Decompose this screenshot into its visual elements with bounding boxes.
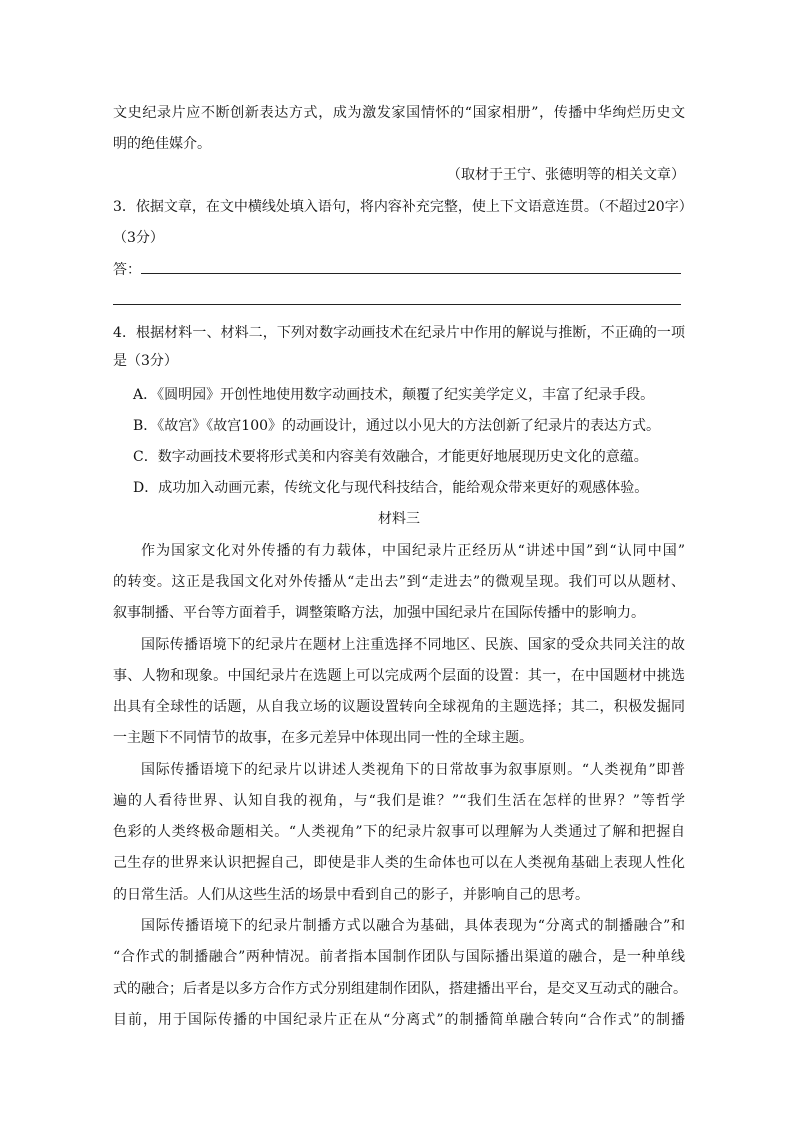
material-3-line: 目前，用于国际传播的中国纪录片正在从“分离式”的制播简单融合转向“合作式”的制播 [113, 1012, 685, 1028]
material-3-line: 国际传播语境下的纪录片制播方式以融合为基础，具体表现为“分离式的制播融合”和 [141, 918, 685, 934]
material-3-line: 色彩的人类终极命题相关。“人类视角”下的纪录片叙事可以理解为人类通过了解和把握自 [113, 824, 685, 840]
intro-line-1: 文史纪录片应不断创新表达方式，成为激发家国情怀的“国家相册”，传播中华绚烂历史文 [113, 105, 685, 121]
material-3-line: 出具有全球性的话题，从自我立场的议题设置转向全球视角的主题选择；其二，积极发掘同 [113, 699, 685, 715]
material-3-line: 国际传播语境下的纪录片以讲述人类视角下的日常故事为叙事原则。“人类视角”即普 [141, 762, 685, 778]
material-3-heading: 材料三 [378, 511, 420, 527]
question-3-score: （3分） [113, 230, 164, 246]
question-4-stem: 4．根据材料一、材料二，下列对数字动画技术在纪录片中作用的解说与推断，不正确的一项 [113, 325, 685, 341]
material-3-line: 式的融合；后者是以多方合作方式分别组建制作团队，搭建播出平台，是交叉互动式的融合。 [113, 981, 687, 997]
intro-line-2: 明的绝佳媒介。 [113, 136, 211, 152]
material-3-line: 作为国家文化对外传播的有力载体，中国纪录片正经历从“讲述中国”到“认同中国” [141, 543, 685, 559]
answer-line-1[interactable] [141, 273, 681, 274]
option-d: D．成功加入动画元素，传统文化与现代科技结合，能给观众带来更好的观感体验。 [133, 480, 649, 496]
option-c: C．数字动画技术要将形式美和内容美有效融合，才能更好地展现历史文化的意蕴。 [133, 449, 648, 465]
material-3-line: 己生存的世界来认识把握自己，即使是非人类的生命体也可以在人类视角基础上表现人性化 [113, 855, 685, 871]
material-3-line: 的日常生活。人们从这些生活的场景中看到自己的影子，并影响自己的思考。 [113, 887, 589, 903]
question-3-stem: 3．依据文章，在文中横线处填入语句，将内容补充完整，使上下文语意连贯。（不超过20字） [113, 199, 693, 215]
option-a: A．《圆明园》开创性地使用数字动画技术，颠覆了纪实美学定义，丰富了纪录手段。 [133, 387, 655, 403]
answer-line-2[interactable] [113, 304, 681, 305]
material-3-line: “合作式的制播融合”两种情况。前者指本国制作团队与国际播出渠道的融合，是一种单线 [113, 949, 685, 965]
material-3-line: 叙事制播、平台等方面着手，调整策略方法，加强中国纪录片在国际传播中的影响力。 [113, 605, 645, 621]
answer-label: 答： [113, 262, 141, 278]
option-b: B．《故宫》《故宫100》的动画设计，通过以小见大的方法创新了纪录片的表达方式。 [133, 418, 661, 434]
question-4-score: 是（3分） [113, 353, 178, 369]
material-3-line: 的转变。这正是我国文化对外传播从“走出去”到“走进去”的微观呈现。我们可以从题材、 [113, 574, 685, 590]
source-citation: （取材于王宁、张德明等的相关文章） [447, 167, 685, 183]
material-3-line: 事、人物和现象。中国纪录片在选题上可以完成两个层面的设置：其一，在中国题材中挑选 [113, 668, 685, 684]
material-3-line: 一主题下不同情节的故事，在多元差异中体现出同一性的全球主题。 [113, 730, 533, 746]
material-3-line: 遍的人看待世界、认知自我的视角，与“我们是谁？”“我们生活在怎样的世界？”等哲学 [113, 793, 685, 809]
material-3-line: 国际传播语境下的纪录片在题材上注重选择不同地区、民族、国家的受众共同关注的故 [141, 637, 685, 653]
